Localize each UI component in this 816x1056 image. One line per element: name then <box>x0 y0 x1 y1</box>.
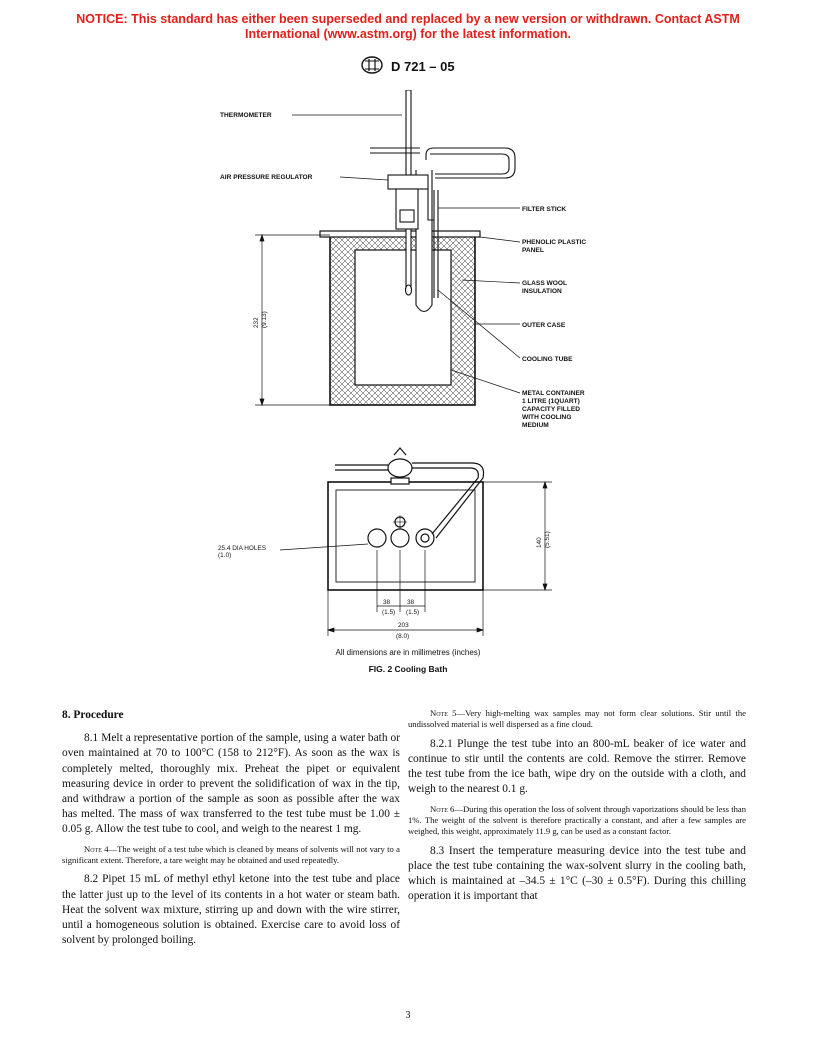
side-view-diagram <box>320 90 515 405</box>
label-metal-3: CAPACITY FILLED <box>522 406 581 413</box>
dim-width-in: (8.0) <box>396 633 410 640</box>
designation: D 721 – 05 <box>391 59 455 74</box>
paragraph-8-1: 8.1 Melt a representative portion of the sample, using a water bath or oven maintained at 70 to 100°C (158 to 212°F). As soon as the wax is completely melted, thoroughly mix. Preheat the pipet or equivalent measuring device in order to prevent the solidification of wax in the tip, and withdraw a portion of the sample as soon as possible after the wax has melted. The mass of wax transferred to the test tube must be 1.00 ± 0.05 g. Allow the test tube to cool, and weigh to the nearest 1 mg. <box>62 732 400 836</box>
paragraph-8-2-1: 8.2.1 Plunge the test tube into an 800-mL beaker of ice water and continue to stir until the contents are cold. Remove the stirrer. Remove the test tube from the ice bath, wipe dry on the outside with a cloth, and weigh to the nearest 0.1 g. <box>408 737 746 796</box>
cooling-bath-figure <box>180 90 640 645</box>
note-5-text: —Very high-melting wax samples may not form clear solutions. Stir until the undissolved material is well dispersed as a fine cloud. <box>408 708 746 730</box>
note-5 <box>408 708 746 731</box>
note-6-text: —During this operation the loss of solvent through vaporizations should be less than 1%. The weight of the solvent is therefore practically a constant, and after a few samples are weighed, this weight, approximately 11.9 g, can be used as a constant factor. <box>408 803 746 837</box>
top-view-diagram <box>328 448 484 590</box>
dim-spacing2-mm: 38 <box>407 599 415 606</box>
dim-height-in: (9.13) <box>261 311 268 328</box>
left-column <box>62 708 400 948</box>
right-dimension <box>483 482 552 590</box>
label-glass-wool-2: INSULATION <box>522 288 562 295</box>
note-4-label: Note 4 <box>84 843 109 854</box>
label-dia-holes-2: (1.0) <box>218 552 232 559</box>
label-thermometer: THERMOMETER <box>220 112 272 119</box>
astm-logo-icon <box>361 56 383 77</box>
label-outer-case: OUTER CASE <box>522 322 566 329</box>
page-header <box>0 56 816 77</box>
right-column <box>408 708 746 905</box>
dim-width-right-in: (5.51) <box>544 531 551 548</box>
label-phenolic-1: PHENOLIC PLASTIC <box>522 239 587 246</box>
dim-spacing2-in: (1.5) <box>406 609 420 616</box>
note-5-label: Note 5 <box>430 708 457 718</box>
figure-caption: FIG. 2 Cooling Bath <box>368 664 448 674</box>
dim-width-mm: 203 <box>398 622 409 629</box>
note-6-label: Note 6 <box>430 803 455 814</box>
note-4-text: —The weight of a test tube which is cleaned by means of solvents will not vary to a significant extent. Therefore, a tare weight may be obtained and used repeatedly. <box>62 843 400 866</box>
label-dia-holes-1: 25.4 DIA HOLES <box>218 545 266 552</box>
page-number: 3 <box>405 1010 411 1021</box>
phenolic-panel <box>320 231 480 237</box>
notice-banner <box>40 12 776 42</box>
label-filter-stick: FILTER STICK <box>522 206 567 213</box>
note-6 <box>408 804 746 838</box>
note-4 <box>62 844 400 867</box>
dim-spacing1-mm: 38 <box>383 599 391 606</box>
label-cooling-tube: COOLING TUBE <box>522 356 573 363</box>
notice-line-2: International (www.astm.org) for the latest information. <box>245 27 571 41</box>
dim-width-right-mm: 140 <box>536 537 543 548</box>
label-metal-2: 1 LITRE (1QUART) <box>522 398 580 405</box>
label-metal-5: MEDIUM <box>522 422 549 429</box>
metal-container <box>355 250 451 385</box>
label-metal-4: WITH COOLING <box>522 414 572 421</box>
section-heading: 8. Procedure <box>62 709 124 721</box>
dim-height-mm: 232 <box>253 317 260 328</box>
label-phenolic-2: PANEL <box>522 247 544 254</box>
label-air-regulator: AIR PRESSURE REGULATOR <box>220 174 313 181</box>
notice-line-1: NOTICE: This standard has either been superseded and replaced by a new version or withdrawn. Contact ASTM <box>76 12 740 26</box>
paragraph-8-2: 8.2 Pipet 15 mL of methyl ethyl ketone into the test tube and place the latter just up to the level of its contents in a hot water or steam bath. Heat the solvent wax mixture, stirring up and down with the wire stirrer, until a homogeneous solution is obtained. Exercise care to avoid loss of solvent by prolonged boiling. <box>62 873 400 947</box>
label-metal-1: METAL CONTAINER <box>522 390 585 397</box>
dim-spacing1-in: (1.5) <box>382 609 396 616</box>
label-glass-wool-1: GLASS WOOL <box>522 280 568 287</box>
units-note: All dimensions are in millimetres (inches) <box>335 648 481 657</box>
paragraph-8-3: 8.3 Insert the temperature measuring device into the test tube and place the test tube containing the wax-solvent slurry in the cooling bath, which is maintained at –34.5 ± 1°C (–30 ± 0.5°F). During this chilling operation it is important that <box>408 844 746 903</box>
